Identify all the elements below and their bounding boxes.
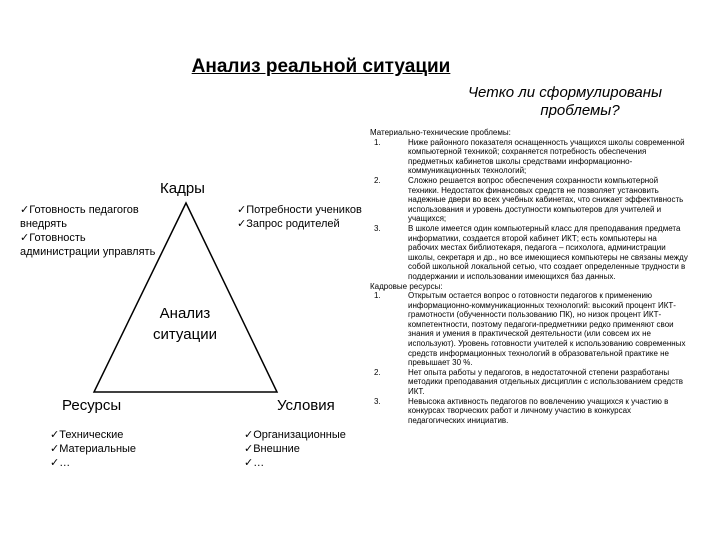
page-subtitle <box>400 84 700 120</box>
list-item: 3. В школе имеется один компьютерный класс для преподавания предмета информатики, создается второй кабинет ИКТ; есть компьютеры на рабочих местах библиотекаря, педагога – психолога, администрации школы, секретаря и др., но все имеющиеся компьютеры не связаны между собой школьной локальной сетью, что создает определенные трудности в поддержании и использовании имеющихся баз данных. <box>374 223 688 281</box>
subtitle-line-2: проблемы? <box>540 102 620 119</box>
material-problems-heading: Материально-технические проблемы: <box>370 128 511 137</box>
list-item: 1. Открытым остается вопрос о готовности педагогов к применению информационно-коммуникационных технологий: высокий процент ИКТ-грамотности (обученности пользованию ПК), но низок процент ИКТ-компетентности, поэтому педагоги-предметники редко применяют свои знания и умения в практической деятельности (или совсем их не используют). Уровень готовности учителей к использованию современных средств информационных технологий в образовательной практике не превышает 30 %. <box>374 291 686 368</box>
list-item: ✓ … <box>50 456 160 470</box>
resources-list <box>50 428 160 470</box>
list-item: ✓ Готовность педагогов внедрять <box>20 203 160 231</box>
staff-readiness-list <box>20 203 160 259</box>
list-item: ✓ Технические <box>50 428 160 442</box>
needs-list <box>237 203 362 231</box>
conditions-list <box>244 428 364 470</box>
problems-text <box>370 128 688 425</box>
list-item: 1. Ниже районного показателя оснащенность учащихся школы современной компьютерной техникой; сохраняется потребность обеспечения предметных кабинетов школы средствами информационно-коммуникационных технологий; <box>374 137 685 176</box>
center-label-line-2: ситуации <box>153 326 217 343</box>
diagram-center-label <box>138 303 232 345</box>
list-item: ✓ Материальные <box>50 442 160 456</box>
center-label-line-1: Анализ <box>159 305 211 322</box>
diagram-resources-label: Ресурсы <box>62 397 122 414</box>
diagram-top-label: Кадры <box>160 180 205 197</box>
list-item: 2. Сложно решается вопрос обеспечения сохранности компьютерной техники. Недостаток финансовых средств не позволяет установить надежные двери во всех учебных кабинетах, что снижает эффективность использования и уровень доступности компьютеров для учителей и учащихся; <box>374 175 684 224</box>
diagram-conditions-label: Условия <box>277 397 335 414</box>
list-item: 2. Нет опыта работы у педагогов, в недостаточной степени разработаны методики преподавания отдельных дисциплин с использованием средств ИКТ. <box>374 367 684 397</box>
list-item: ✓ Запрос родителей <box>237 217 362 231</box>
list-item: 3. Невысока активность педагогов по вовлечению учащихся к участию в конкурсах творческих работ и личному участию в конкурсах педагогических инициатив. <box>374 396 669 425</box>
list-item: ✓ Организационные <box>244 428 364 442</box>
list-item: ✓ Готовность администрации управлять <box>20 231 160 259</box>
staff-resources-heading: Кадровые ресурсы: <box>370 281 443 291</box>
list-item: ✓ Внешние <box>244 442 364 456</box>
page-title: Анализ реальной ситуации <box>191 56 451 77</box>
subtitle-line-1: Четко ли сформулированы <box>467 84 663 101</box>
list-item: ✓ … <box>244 456 364 470</box>
list-item: ✓ Потребности учеников <box>237 203 362 217</box>
